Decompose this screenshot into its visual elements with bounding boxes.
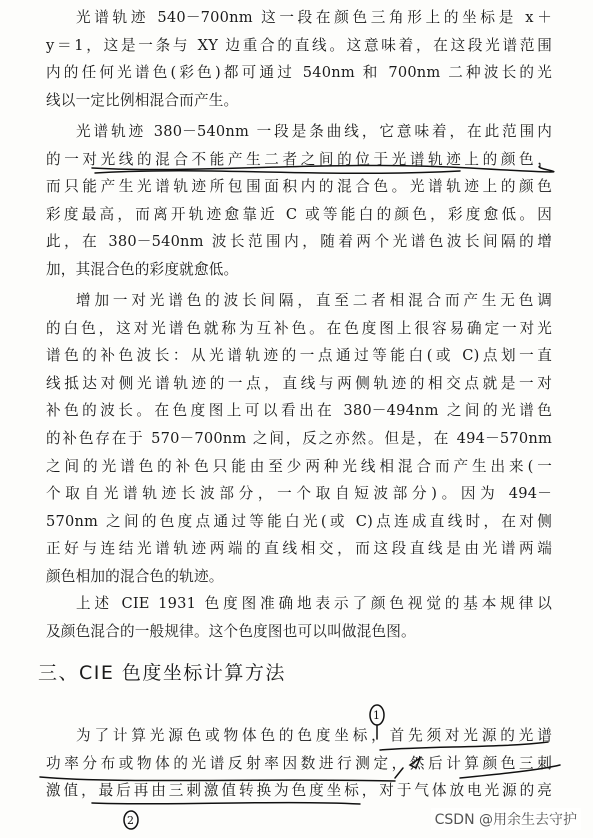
text-line: 颜色相加的混合色的轨迹。 [46, 567, 224, 585]
text-line: 线抵达对侧光谱轨迹的一点，直线与两侧轨迹的相交点就是一对 [46, 374, 552, 392]
paragraph-5 [46, 722, 552, 805]
text-line: 谱色的补色波长：从光谱轨迹的一点通过等能白(或 C)点划一直 [46, 347, 552, 365]
text-line: y＝1，这是一条与 XY 边重合的直线。这意味着，在这段光谱范围 [46, 36, 552, 54]
text-line: 的一对光线的混合不能产生二者之间的位于光谱轨迹上的颜色， [46, 150, 552, 168]
text-line: 正好与连结光谱轨迹两端的直线相交，而这段直线是由光谱两端 [46, 540, 552, 558]
section-heading: 三、CIE 色度坐标计算方法 [38, 662, 286, 684]
text-line: 光谱轨迹 540－700nm 这一段在颜色三角形上的坐标是 x＋ [76, 9, 552, 26]
text-line: 加，其混合色的彩度就愈低。 [46, 260, 239, 278]
text-line: 个取自光谱轨迹长波部分，一个取自短波部分)。因为 494－ [46, 485, 552, 503]
text-line: 此，在 380－540nm 波长范围内，随着两个光谱色波长间隔的增 [46, 233, 552, 251]
text-line: 彩度最高，而离开轨迹愈靠近 C 或等能白的颜色，彩度愈低。因 [46, 205, 552, 223]
text-line: 光谱轨迹 380－540nm 一段是条曲线，它意味着，在此范围内 [76, 123, 552, 140]
text-line: 为了计算光源色或物体色的色度坐标，首先须对光源的光谱 [76, 727, 552, 744]
paragraph-3 [46, 287, 552, 591]
text-line: 而只能产生光谱轨迹所包围面积内的混合色。光谱轨迹上的颜色 [46, 178, 552, 196]
text-line: 激值，最后再由三刺激值转换为色度坐标，对于气体放电光源的亮 [46, 782, 552, 800]
text-line: 上述 CIE 1931 色度图准确地表示了颜色视觉的基本规律以 [76, 595, 552, 612]
text-line: 增加一对光谱色的波长间隔，直至二者相混合而产生无色调 [76, 292, 552, 309]
annotation-number-2: 2 [127, 814, 134, 827]
circle-marker-2 [124, 811, 138, 829]
text-line: 及颜色混合的一般规律。这个色度图也可以叫做混色图。 [46, 622, 416, 640]
text-line: 线以一定比例相混合而产生。 [46, 91, 239, 109]
text-line: 功率分布或物体的光谱反射率因数进行测定，然后计算颜色三刺 [46, 754, 552, 772]
text-line: 补色的波长。在色度图上可以看出在 380－494nm 之间的光谱色 [46, 402, 552, 420]
text-line: 内的任何光谱色(彩色)都可通过 540nm 和 700nm 二种波长的光 [46, 64, 552, 82]
text-line: 的白色，这对光谱色就称为互补色。在色度图上很容易确定一对光 [46, 319, 552, 337]
annotation-number-1: 1 [373, 709, 380, 722]
watermark: CSDN @用余生去守护 [431, 808, 581, 830]
paragraph-4 [46, 590, 552, 645]
text-line: 之间的光谱色的补色只能由至少两种光线相混合而产生出来(一 [46, 457, 552, 475]
paragraph-2 [46, 118, 552, 284]
paragraph-1 [46, 4, 552, 114]
text-line: 的补色存在于 570－700nm 之间，反之亦然。但是，在 494－570nm [46, 429, 552, 447]
text-line: 570nm 之间的色度点通过等能白光(或 C)点连成直线时，在对侧 [46, 512, 552, 530]
